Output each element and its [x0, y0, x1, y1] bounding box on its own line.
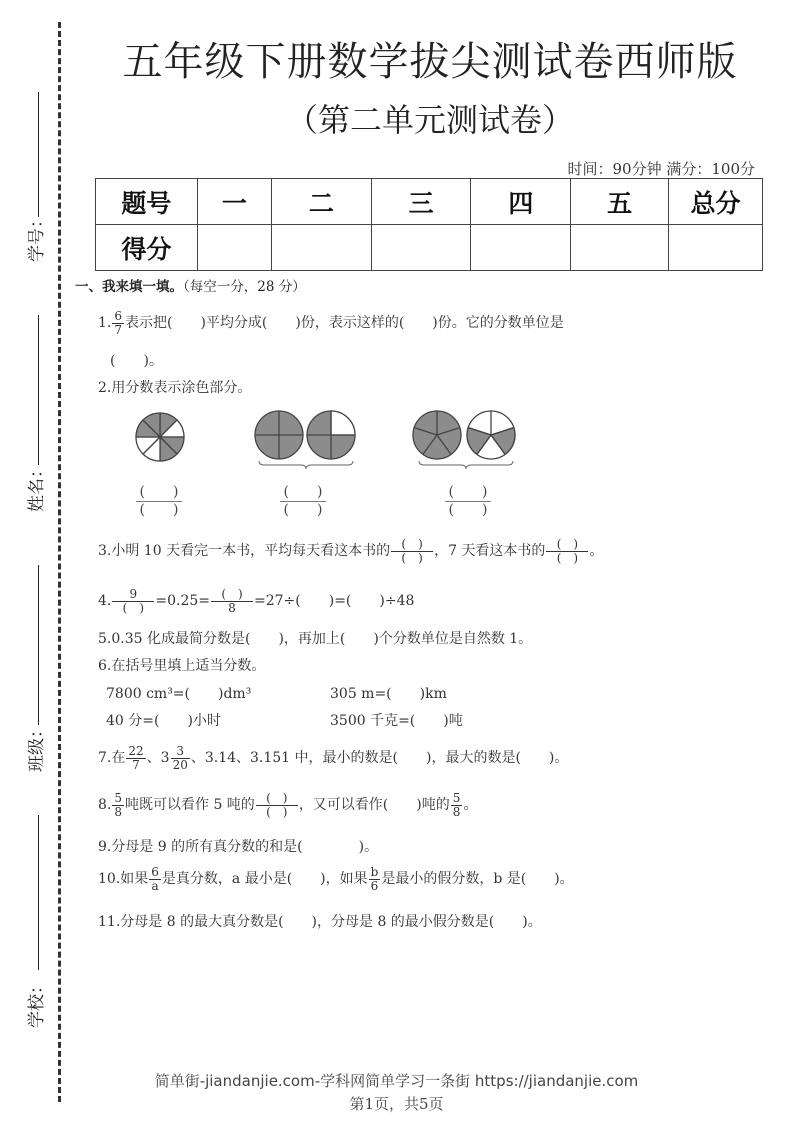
exam-meta: 时间：90分钟 满分：100分 — [567, 160, 755, 178]
grouping-brace — [418, 460, 514, 470]
name-line[interactable] — [38, 315, 39, 465]
score-row-label: 得分 — [96, 225, 198, 271]
fraction: $\frac{3}{20}$ — [172, 744, 188, 772]
answer-fraction-1[interactable]: ( ) ( ) — [136, 484, 182, 519]
fraction: $\frac{6}{7}$ — [114, 309, 122, 337]
page-number: 第1页，共5页 — [349, 1095, 444, 1113]
school-label: 学校： — [27, 977, 47, 1028]
q1-number: 1. — [98, 315, 112, 332]
q4-text: =27÷( )=( )÷48 — [254, 593, 415, 610]
q6-item: 3500 千克=( )吨 — [330, 713, 463, 729]
q6-item: 40 分=( )小时 — [106, 713, 221, 729]
score-header-cell: 四 — [471, 179, 571, 225]
score-table-score-row — [96, 225, 763, 271]
footer-site: 简单街-jiandanjie.com-学科网简单学习一条街 https://jiandanjie.com — [154, 1072, 639, 1090]
class-line[interactable] — [38, 565, 39, 725]
binding-dashed-line — [58, 22, 61, 1102]
score-cell[interactable] — [471, 225, 571, 271]
page-title: 五年级下册数学拔尖测试卷西师版 — [122, 39, 738, 85]
score-header-cell: 二 — [271, 179, 371, 225]
question-3 — [98, 538, 603, 564]
class-label: 班级： — [27, 721, 47, 772]
answer-fraction-2[interactable]: ( ) ( ) — [280, 484, 326, 519]
q7-text: 、3.14、3.151 中，最小的数是( )，最大的数是( )。 — [190, 750, 569, 767]
score-cell[interactable] — [197, 225, 271, 271]
section-title: 一、我来填一填。 — [75, 279, 183, 295]
score-header-cell: 一 — [197, 179, 271, 225]
page-subtitle: （第二单元测试卷） — [285, 101, 574, 139]
name-label: 姓名： — [27, 461, 47, 512]
score-header-cell: 总分 — [669, 179, 763, 225]
q10-text: 10.如果 — [98, 871, 149, 888]
q8-number: 8. — [98, 797, 112, 814]
score-cell[interactable] — [669, 225, 763, 271]
fraction: $\frac{b}{6}$ — [370, 865, 379, 893]
fraction: $\frac{22}{7}$ — [128, 744, 144, 772]
question-2: 2.用分数表示涂色部分。 — [98, 380, 252, 396]
question-1-line2: ( )。 — [110, 353, 163, 369]
question-5: 5.0.35 化成最简分数是( )，再加上( )个分数单位是自然数 1。 — [98, 631, 533, 647]
fraction-circles-quarters — [253, 409, 359, 461]
answer-fraction[interactable]: $\frac{( )}{( )}$ — [256, 792, 298, 818]
question-1 — [98, 310, 564, 336]
q6-item: 7800 cm³=( )dm³ — [106, 686, 252, 702]
score-cell[interactable] — [571, 225, 669, 271]
score-header-cell: 题号 — [96, 179, 198, 225]
q4-number: 4. — [98, 593, 112, 610]
question-4 — [98, 588, 414, 614]
fraction: $\frac{5}{8}$ — [452, 791, 461, 819]
answer-fraction[interactable]: $\frac{( )}{( )}$ — [391, 538, 433, 564]
q3-text: 。 — [589, 543, 604, 560]
question-8 — [98, 792, 477, 818]
question-7 — [98, 745, 568, 771]
question-10 — [98, 866, 574, 892]
school-line[interactable] — [38, 815, 39, 970]
q10-text: 是真分数，a 最小是( )，如果 — [161, 871, 368, 888]
section-note: （每空一分，28 分） — [183, 279, 306, 295]
fraction: $\frac{6}{a}$ — [151, 865, 159, 893]
score-header-cell: 三 — [371, 179, 471, 225]
q1-text: 表示把( )平均分成( )份，表示这样的( )份。它的分数单位是 — [125, 315, 564, 332]
fraction: $\frac{9}{( )}$ — [112, 588, 154, 614]
q6-item: 305 m=( )km — [330, 686, 447, 702]
fraction-circle-eighths — [134, 411, 186, 463]
q3-text: ，7 天看这本书的 — [434, 543, 546, 560]
student-id-label: 学号： — [27, 211, 47, 262]
fraction-circles-fifths — [411, 409, 517, 461]
grouping-brace — [258, 460, 354, 470]
q4-text: =0.25= — [155, 593, 210, 610]
q7-text: 、3 — [146, 750, 170, 767]
answer-fraction[interactable]: $\frac{( )}{( )}$ — [546, 538, 588, 564]
q8-text: 吨既可以看作 5 吨的 — [125, 797, 255, 814]
question-11: 11.分母是 8 的最大真分数是( )，分母是 8 的最小假分数是( )。 — [98, 914, 542, 930]
score-header-cell: 五 — [571, 179, 669, 225]
fraction: $\frac{5}{8}$ — [114, 791, 122, 819]
answer-fraction-3[interactable]: ( ) ( ) — [445, 484, 491, 519]
score-cell[interactable] — [271, 225, 371, 271]
q8-text: ，又可以看作( )吨的 — [298, 797, 450, 814]
q10-text: 是最小的假分数，b 是( )。 — [381, 871, 574, 888]
question-6: 6.在括号里填上适当分数。 — [98, 658, 266, 674]
student-id-line[interactable] — [38, 92, 39, 217]
question-9: 9.分母是 9 的所有真分数的和是( )。 — [98, 839, 379, 855]
q8-text: 。 — [463, 797, 478, 814]
q3-text: 3.小明 10 天看完一本书，平均每天看这本书的 — [98, 543, 391, 560]
q7-text: 7.在 — [98, 750, 126, 767]
score-cell[interactable] — [371, 225, 471, 271]
fraction: $\frac{( )}{8}$ — [211, 588, 253, 614]
section-heading — [75, 275, 306, 295]
score-table-header-row — [96, 179, 763, 225]
score-table — [95, 178, 763, 271]
